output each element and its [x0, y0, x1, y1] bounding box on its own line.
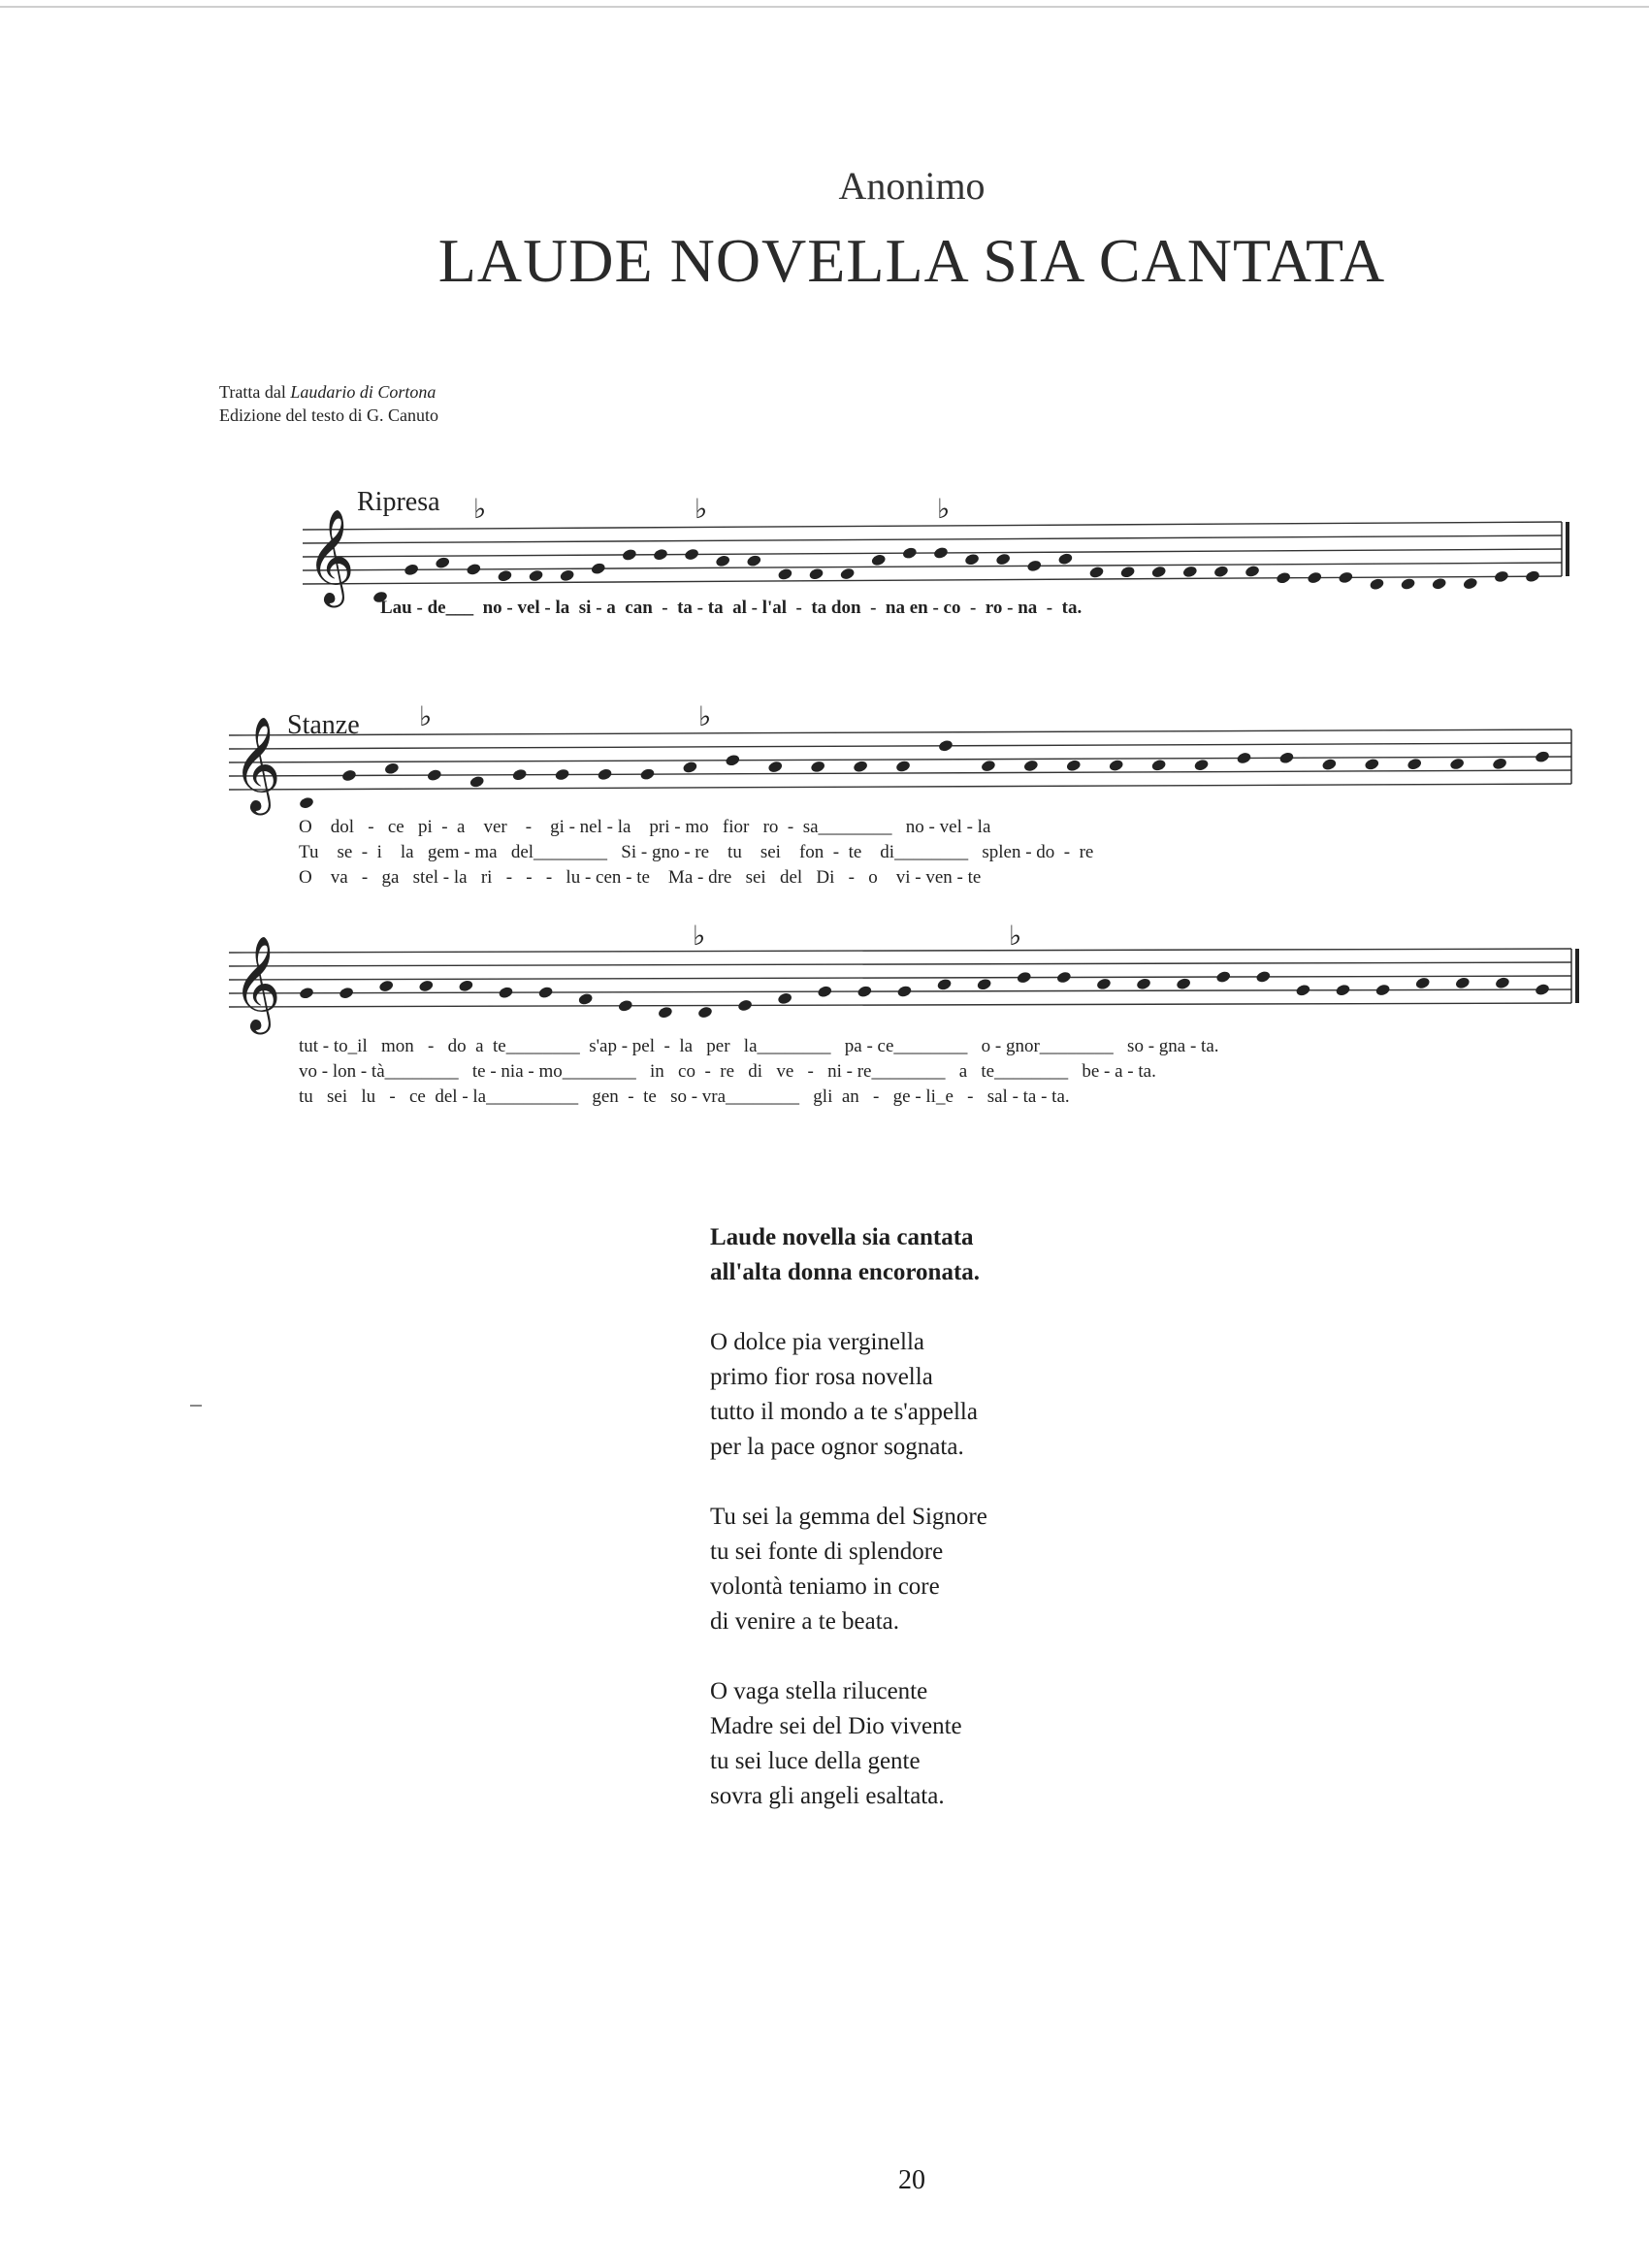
piece-title: LAUDE NOVELLA SIA CANTATA	[437, 226, 1386, 295]
note-head	[1150, 565, 1167, 578]
note-head	[767, 760, 784, 773]
staff-line	[229, 962, 1571, 966]
flat-sign-icon: ♭	[937, 493, 951, 525]
poem-line: tu sei fonte di splendore	[710, 1539, 944, 1565]
ripresa-lyrics: Lau - de___ no - vel - la si - a can - ta - ta al - l'al - ta don - na en - co - ro - na - ta.	[380, 598, 1083, 618]
stanze-lyrics-1-verse-2: Tu se - i la gem - ma del________ Si - gno - re tu sei fon - te di________ splen - do - re	[299, 842, 1094, 862]
stanze-lyrics-2-verse-1: tut - to_il mon - do a te________ s'ap - pel - la per la________ pa - ce________ o - gnor________ so - gna - ta.	[299, 1036, 1219, 1056]
note-head	[622, 548, 638, 562]
note-head	[554, 767, 570, 781]
note-head	[1150, 759, 1167, 772]
treble-clef-icon: 𝄞	[233, 716, 281, 811]
note-head	[933, 546, 950, 560]
source-line-1: Tratta dal Laudario di Cortona	[219, 382, 436, 402]
note-head	[1108, 759, 1124, 772]
note-head	[427, 768, 443, 782]
flat-sign-icon: ♭	[698, 700, 712, 732]
note-head	[458, 979, 474, 992]
note-head	[299, 987, 315, 1000]
note-head	[715, 554, 731, 567]
margin-mark	[190, 1405, 202, 1407]
note-head	[684, 547, 700, 561]
note-head	[1369, 577, 1385, 591]
ripresa-label: Ripresa	[357, 487, 440, 517]
note-head	[1431, 577, 1447, 591]
note-head	[995, 552, 1012, 566]
note-head	[737, 998, 754, 1012]
staff-line	[229, 1003, 1571, 1007]
note-head	[1245, 565, 1261, 578]
poem-line: Tu sei la gemma del Signore	[710, 1504, 987, 1530]
note-head	[339, 987, 355, 1000]
note-head	[435, 556, 451, 569]
note-head	[1096, 977, 1113, 990]
poem-line: sovra gli angeli esaltata.	[710, 1783, 945, 1809]
note-head	[466, 563, 482, 576]
note-head	[839, 567, 856, 580]
page-number: 20	[898, 2165, 925, 2195]
note-head	[964, 553, 981, 567]
stanze-lyrics-2-verse-2: vo - lon - tà________ te - nia - mo________ in co - re di ve - ni - re________ a te________ be - a - ta.	[299, 1061, 1156, 1082]
note-head	[725, 754, 741, 767]
staff-line	[303, 535, 1562, 543]
staff-line	[229, 976, 1571, 980]
note-head	[577, 992, 594, 1006]
poem-line: primo fior rosa novella	[710, 1364, 933, 1390]
source-book-title: Laudario di Cortona	[290, 382, 436, 402]
stanze-staff-1	[229, 700, 1571, 815]
flat-sign-icon: ♭	[473, 493, 487, 525]
note-head	[1193, 759, 1210, 772]
note-head	[1182, 565, 1199, 578]
note-head	[1338, 570, 1354, 584]
note-head	[404, 563, 420, 576]
note-head	[1535, 750, 1551, 763]
note-head	[1492, 757, 1508, 770]
note-head	[938, 739, 954, 753]
ripresa-staff	[303, 493, 1568, 607]
note-head	[498, 986, 514, 999]
note-head	[1026, 559, 1043, 572]
note-head	[418, 979, 435, 992]
poem-refrain-line: all'alta donna encoronata.	[710, 1259, 981, 1285]
note-head	[1176, 977, 1192, 990]
note-head	[857, 985, 873, 998]
note-head	[1236, 751, 1252, 764]
poem-line: O dolce pia verginella	[710, 1329, 924, 1355]
note-head	[653, 548, 669, 562]
poem-stanza-3	[710, 1674, 987, 1814]
note-head	[1525, 569, 1541, 583]
note-head	[1462, 576, 1478, 590]
stanze-label: Stanze	[287, 710, 360, 740]
flat-sign-icon: ♭	[695, 493, 708, 525]
note-head	[1449, 757, 1466, 770]
note-head	[936, 978, 953, 991]
composer-name: Anonimo	[838, 164, 986, 208]
note-head	[537, 986, 554, 999]
stanze-lyrics-1-verse-1: O dol - ce pi - a ver - gi - nel - la pri - mo fior ro - sa________ no - vel - la	[299, 817, 991, 837]
flat-sign-icon: ♭	[693, 920, 706, 952]
note-head	[528, 568, 544, 582]
note-head	[1136, 977, 1152, 990]
treble-clef-icon: 𝄞	[233, 935, 281, 1030]
note-head	[1406, 758, 1423, 771]
note-head	[1278, 751, 1295, 764]
note-head	[697, 1005, 714, 1019]
note-head	[746, 554, 762, 567]
note-head	[1056, 970, 1073, 984]
staff-line	[303, 563, 1562, 570]
poem-stanza-2	[710, 1500, 987, 1639]
poem-line: volontà teniamo in core	[710, 1573, 940, 1600]
note-head	[1057, 552, 1074, 566]
staff-line	[303, 522, 1562, 530]
note-head	[597, 767, 613, 781]
note-head	[902, 546, 919, 560]
note-head	[469, 775, 485, 789]
note-head	[981, 760, 997, 773]
poem-stanza-1	[710, 1325, 987, 1465]
note-head	[1400, 577, 1416, 591]
note-head	[1295, 984, 1311, 997]
source-line-2: Edizione del testo di G. Canuto	[219, 405, 438, 425]
note-head	[1213, 565, 1230, 578]
note-head	[1255, 970, 1272, 984]
note-head	[384, 761, 401, 775]
staff-line	[303, 549, 1562, 557]
note-head	[1321, 758, 1338, 771]
note-head	[1088, 566, 1105, 579]
note-head	[617, 999, 633, 1013]
note-head	[777, 567, 793, 581]
poem-refrain	[710, 1220, 987, 1290]
note-head	[1414, 976, 1431, 989]
note-head	[976, 978, 992, 991]
stanze-lyrics-2-verse-3: tu sei lu - ce del - la__________ gen - te so - vra________ gli an - ge - li_e - sal - ta - ta.	[299, 1086, 1070, 1107]
note-head	[777, 991, 793, 1005]
poem-line: tutto il mondo a te s'appella	[710, 1399, 978, 1425]
note-head	[808, 567, 824, 581]
staff-line	[229, 784, 1571, 790]
staff-line	[229, 743, 1571, 749]
treble-clef-icon: 𝄞	[307, 508, 355, 603]
note-head	[682, 761, 698, 774]
stanze-staff-2	[229, 920, 1577, 1034]
note-head	[1535, 983, 1551, 996]
note-head	[378, 979, 395, 992]
note-head	[1119, 566, 1136, 579]
note-head	[1494, 569, 1510, 583]
note-head	[559, 568, 575, 582]
poem-line: Madre sei del Dio vivente	[710, 1713, 962, 1739]
note-head	[497, 569, 513, 583]
poem-refrain-line: Laude novella sia cantata	[710, 1224, 974, 1250]
flat-sign-icon: ♭	[419, 700, 433, 732]
note-head	[853, 760, 869, 773]
note-head	[870, 553, 887, 567]
note-head	[1065, 759, 1082, 772]
note-head	[1455, 976, 1471, 989]
note-head	[639, 767, 656, 781]
stanze-lyrics-1-verse-3: O va - ga stel - la ri - - - lu - cen - te Ma - dre sei del Di - o vi - ven - te	[299, 867, 982, 888]
note-head	[658, 1006, 674, 1020]
note-head	[1364, 758, 1380, 771]
note-head	[1495, 976, 1511, 989]
note-head	[817, 985, 833, 998]
note-head	[299, 796, 315, 810]
note-head	[341, 768, 358, 782]
note-head	[1374, 983, 1391, 996]
note-head	[895, 760, 912, 773]
staff-line	[229, 949, 1571, 953]
note-head	[1016, 971, 1032, 985]
note-head	[1307, 570, 1323, 584]
note-head	[896, 985, 913, 998]
poem-line: O vaga stella rilucente	[710, 1678, 928, 1704]
note-head	[1215, 970, 1232, 984]
poem-line: di venire a te beata.	[710, 1608, 900, 1635]
flat-sign-icon: ♭	[1009, 920, 1022, 952]
note-head	[1335, 984, 1351, 997]
poem-line: tu sei luce della gente	[710, 1748, 921, 1774]
note-head	[511, 768, 528, 782]
poem-line: per la pace ognor sognata.	[710, 1434, 964, 1460]
note-head	[1023, 759, 1040, 772]
note-head	[810, 760, 826, 773]
poem-text	[710, 1220, 987, 1814]
note-head	[590, 562, 606, 575]
note-head	[1276, 571, 1292, 585]
